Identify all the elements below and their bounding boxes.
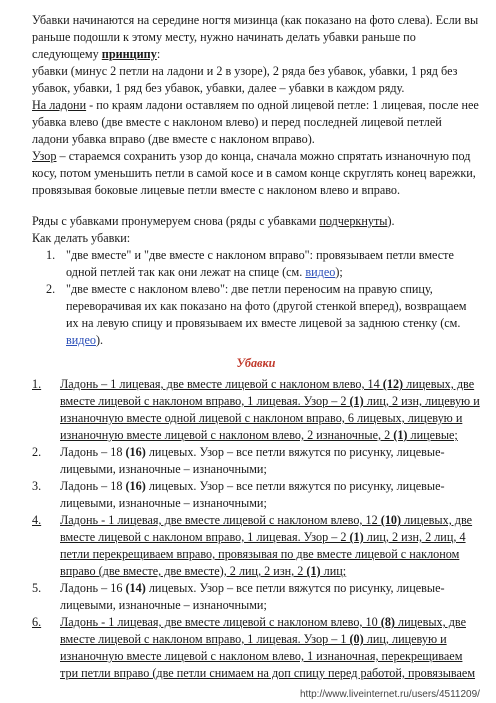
howto-text: "две вместе с наклоном влево": две петли переносим на правую спицу, переворачивая их как показано на фото (другой стенкой вперед), возвращаем их на левую спицу и провязываем их вместе лицевой за заднюю стенку (см. видео).	[66, 282, 467, 347]
decrease-row	[32, 478, 480, 512]
decrease-row	[32, 512, 480, 580]
spacer	[32, 199, 480, 213]
underlined-word: подчеркнуты	[319, 214, 388, 228]
principle-word: принципу	[101, 47, 157, 61]
video-link[interactable]: видео	[305, 265, 336, 279]
howto-item	[46, 247, 480, 281]
row-text: Ладонь – 1 лицевая, две вместе лицевой с наклоном влево, 14 (12) лицевых, две вместе лицевой с наклоном вправо, 1 лицевая. Узор – 2 (1) лиц, 2 изн, лицевую и изнаночную вместе одной лицевой с наклоном вправо, 6 лицевых, лицевую и изнаночную вместе лицевой с наклоном влево, 2 изнаночные, 2 (1) лицевые;	[60, 377, 480, 442]
row-text: Ладонь - 1 лицевая, две вместе лицевой с наклоном влево, 10 (8) лицевых, две вместе лицевой с наклоном вправо, 1 лицевая. Узор – 1 (0) лиц, лицевую и изнаночную вместе лицевой с наклоном влево, 1 изнаночная, перекрещиваем три петли вправо (две петли снимаем на доп спицу перед работой, провязываем	[60, 615, 476, 680]
howto-text: "две вместе" и "две вместе с наклоном вправо": провязываем петли вместе одной петлей так как они лежат на спице (см. видео);	[66, 248, 454, 279]
intro-text: Убавки начинаются на середине ногтя мизинца (как показано на фото слева). Если вы раньше подошли к этому месту, нужно начинать делать убавки раньше по следующему	[32, 13, 479, 61]
decrease-row	[32, 444, 480, 478]
row-text: Ладонь – 18 (16) лицевых. Узор – все петли вяжутся по рисунку, лицевые-лицевыми, изнаночные – изнаночными;	[60, 479, 445, 510]
row-text: Ладонь – 16 (14) лицевых. Узор – все петли вяжутся по рисунку, лицевые-лицевыми, изнаночные – изнаночными;	[60, 581, 445, 612]
rows-note-end: ).	[387, 214, 395, 228]
howto-number: 1.	[46, 248, 56, 262]
row-text: Ладонь - 1 лицевая, две вместе лицевой с наклоном влево, 12 (10) лицевых, две вместе лицевой с наклоном вправо, 1 лицевая. Узор – 2 (1) лиц, 2 изн, 2 лиц, 4 петли перекрещиваем вправо, провязывая по две вместе лицевой с наклоном вправо (две вместе, две вместе), 2 лиц, 2 изн, 2 (1) лиц;	[60, 513, 473, 578]
row-number: 6.	[32, 615, 42, 629]
section-title: Убавки	[236, 356, 276, 370]
video-link[interactable]: видео	[66, 333, 96, 347]
howto-number: 2.	[46, 282, 56, 296]
howto-list	[32, 247, 480, 349]
source-url: http://www.liveinternet.ru/users/4511209/	[300, 689, 480, 700]
row-text: Ладонь – 18 (16) лицевых. Узор – все петли вяжутся по рисунку, лицевые-лицевыми, изнаночные – изнаночными;	[60, 445, 445, 476]
palm-paragraph	[32, 97, 480, 148]
document-page	[32, 12, 480, 682]
row-number: 3.	[32, 479, 42, 493]
rows-note-text: Ряды с убавками пронумеруем снова (ряды с убавками	[32, 214, 320, 228]
pattern-paragraph	[32, 148, 480, 199]
decrease-row	[32, 580, 480, 614]
decrease-rows	[32, 376, 480, 682]
decrease-row	[32, 614, 480, 682]
pattern-text: – стараемся сохранить узор до конца, сначала можно спрятать изнаночную под косу, потом уменьшить петли в самой косе и в самом конце скруглять конец варежки, провязывая боковые лицевые петли вместе с наклоном влево и вправо.	[32, 149, 476, 197]
intro-paragraph-2: убавки (минус 2 петли на ладони и 2 в узоре), 2 ряда без убавок, убавки, 1 ряд без убавок, убавки, 1 ряд без убавок, убавки, далее – убавки в каждом ряду.	[32, 64, 458, 95]
howto-heading: Как делать убавки:	[32, 231, 131, 245]
intro-paragraph-1	[32, 12, 480, 63]
howto-item	[46, 281, 480, 349]
palm-label: На ладони	[32, 98, 87, 112]
row-number: 4.	[32, 513, 42, 527]
pattern-label: Узор	[32, 149, 57, 163]
row-number: 5.	[32, 581, 42, 595]
row-number: 2.	[32, 445, 42, 459]
row-number: 1.	[32, 377, 42, 391]
palm-text: - по краям ладони оставляем по одной лицевой петле: 1 лицевая, после нее убавка влево (две вместе с наклоном влево) и перед последней лицевой петлей ладони убавка вправо (две вместе с наклоном вправо).	[32, 98, 479, 146]
decrease-row	[32, 376, 480, 444]
rows-note	[32, 213, 480, 230]
intro-colon: :	[156, 47, 161, 61]
